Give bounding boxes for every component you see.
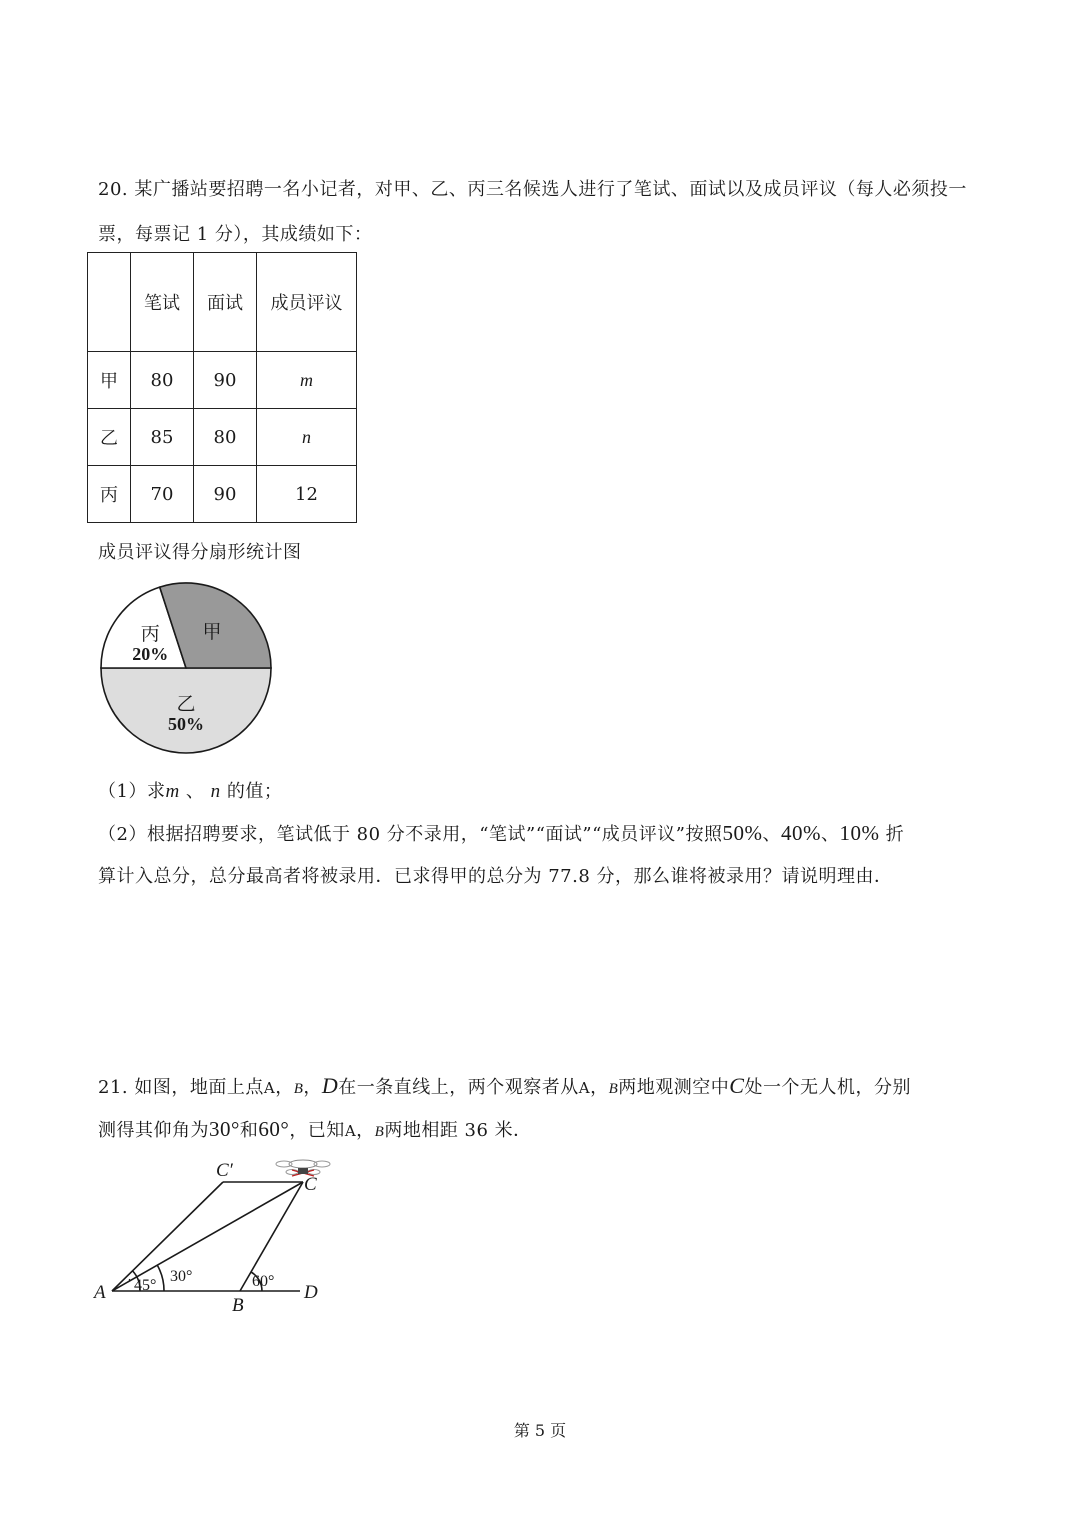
table-cell: 80 bbox=[131, 352, 194, 409]
sub1-prefix: （1）求 bbox=[98, 781, 166, 802]
label-45: 45° bbox=[134, 1277, 157, 1294]
table-header-cell: 面试 bbox=[194, 253, 257, 352]
point-b: B bbox=[293, 1081, 304, 1097]
sub2-text-end: 折 bbox=[885, 824, 905, 845]
table-cell: 甲 bbox=[88, 352, 131, 409]
point-c: C bbox=[729, 1073, 745, 1098]
table-cell: 丙 bbox=[88, 466, 131, 523]
table-cell: n bbox=[257, 409, 357, 466]
label-a: A bbox=[94, 1282, 106, 1303]
label-d: D bbox=[304, 1282, 318, 1303]
table-cell: 90 bbox=[194, 466, 257, 523]
table-header-cell bbox=[88, 253, 131, 352]
pie-slice-name: 乙 bbox=[176, 693, 196, 716]
q21-text: 处一个无人机，分别 bbox=[744, 1077, 911, 1098]
point-b: B bbox=[608, 1081, 619, 1097]
q20-sub1 bbox=[98, 777, 282, 803]
q21-comma: ， bbox=[356, 1120, 375, 1141]
q21-comma: ， bbox=[590, 1077, 609, 1098]
table-header-cell: 笔试 bbox=[131, 253, 194, 352]
sub2-sep: 、 bbox=[821, 824, 840, 845]
table-cell: 12 bbox=[257, 466, 357, 523]
sub1-suffix: 的值； bbox=[226, 781, 283, 802]
point-b: B bbox=[374, 1124, 385, 1140]
sub1-sep: 、 bbox=[185, 781, 205, 802]
pie-chart-title: 成员评议得分扇形统计图 bbox=[98, 542, 302, 563]
weight-interview: 40% bbox=[781, 821, 822, 845]
var-n: n bbox=[210, 781, 221, 802]
table-cell: 乙 bbox=[88, 409, 131, 466]
q21-text: 21. 如图，地面上点 bbox=[98, 1077, 264, 1098]
sub2-sep: 、 bbox=[762, 824, 782, 845]
table-row bbox=[88, 352, 357, 409]
page-footer: 第 5 页 bbox=[513, 1421, 567, 1440]
label-c: C bbox=[304, 1174, 317, 1195]
pie-chart bbox=[96, 578, 278, 758]
weight-written: 50% bbox=[722, 821, 763, 845]
table-cell: 80 bbox=[194, 409, 257, 466]
q21-text: ，已知 bbox=[289, 1120, 345, 1141]
table-row bbox=[88, 466, 357, 523]
pie-slice-percent: 50% bbox=[168, 714, 204, 735]
sub2-text: （2）根据招聘要求，笔试低于 80 分不录用，“笔试”“面试”“成员评议”按照 bbox=[98, 824, 723, 845]
pie-slice-percent: 20% bbox=[132, 644, 169, 665]
q21-text: 测得其仰角为 bbox=[98, 1120, 209, 1141]
table-cell: 85 bbox=[131, 409, 194, 466]
q20-line2: 票，每票记 1 分），其成绩如下： bbox=[98, 224, 373, 245]
var-m: m bbox=[165, 781, 180, 802]
angle-arc-30 bbox=[157, 1265, 164, 1291]
label-b: B bbox=[232, 1295, 244, 1316]
q21-comma: ， bbox=[275, 1077, 294, 1098]
q20-sub2-line1 bbox=[98, 820, 904, 846]
table-cell: 70 bbox=[131, 466, 194, 523]
q21-text: 两地相距 36 米． bbox=[384, 1120, 532, 1141]
q21-line2 bbox=[98, 1116, 532, 1142]
q21-line1 bbox=[98, 1073, 911, 1099]
point-a: A bbox=[344, 1122, 357, 1140]
q21-text: 和 bbox=[239, 1120, 259, 1141]
point-a: A bbox=[263, 1079, 276, 1097]
point-d: D bbox=[321, 1073, 339, 1098]
pie-slice-name: 丙 bbox=[140, 623, 160, 646]
angle-30: 30° bbox=[209, 1117, 240, 1141]
table-cell: m bbox=[257, 352, 357, 409]
label-30: 30° bbox=[170, 1268, 193, 1285]
label-60: 60° bbox=[252, 1273, 275, 1290]
weight-review: 10% bbox=[839, 821, 880, 845]
q21-text: 在一条直线上，两个观察者从 bbox=[338, 1077, 579, 1098]
scores-table bbox=[87, 252, 357, 523]
table-header-cell: 成员评议 bbox=[257, 253, 357, 352]
q20-sub2-line2: 算计入总分，总分最高者将被录用．已求得甲的总分为 77.8 分，那么谁将被录用？请说明理由． bbox=[98, 866, 893, 887]
label-c-prime: C′ bbox=[216, 1160, 233, 1181]
drone-icon bbox=[276, 1160, 330, 1176]
pie-slice-name: 甲 bbox=[202, 621, 222, 644]
q20-line1: 20. 某广播站要招聘一名小记者，对甲、乙、丙三名候选人进行了笔试、面试以及成员评议（每人必须投一 bbox=[98, 179, 967, 200]
angle-60: 60° bbox=[258, 1117, 290, 1141]
table-header-row bbox=[88, 253, 357, 352]
q21-comma: ， bbox=[303, 1077, 322, 1098]
table-cell: 90 bbox=[194, 352, 257, 409]
q21-text: 两地观测空中 bbox=[618, 1077, 730, 1098]
geometry-figure bbox=[92, 1150, 352, 1320]
point-a: A bbox=[578, 1079, 591, 1097]
table-row bbox=[88, 409, 357, 466]
